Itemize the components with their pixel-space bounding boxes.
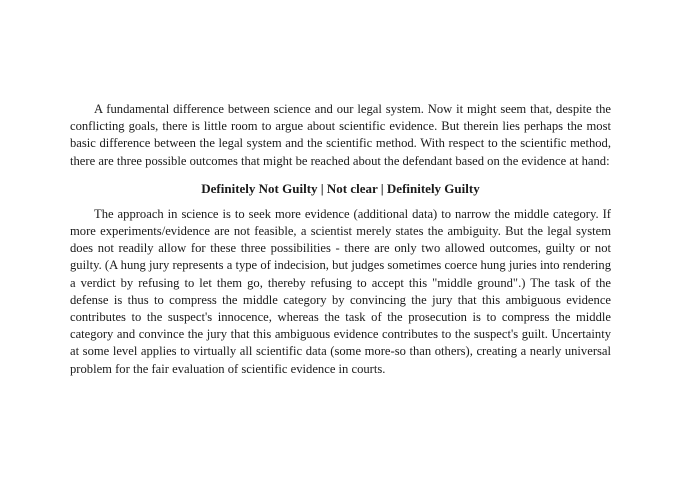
science-approach-paragraph: The approach in science is to seek more evidence (additional data) to narrow the middle category. If more experiments/evidence are not feasible, a scientist merely states the ambiguity. But the legal system does not readily allow for these three possibilities - there are only two allowed outcomes, guilty or not guilty. (A hung jury represents a type of indecision, but judges sometimes coerce hung juries into rendering a verdict by refusing to let them go, thereby refusing to accept this "middle ground".) The task of the defense is thus to compress the middle category by convincing the jury that this ambiguous evidence contributes to the suspect's innocence, whereas the task of the prosecution is to compress the middle category and convince the jury that this ambiguous evidence contributes to the suspect's guilt. Uncertainty at some level applies to virtually all scientific data (some more-so than others), creating a nearly universal problem for the fair evaluation of scientific evidence in courts.: [70, 206, 611, 376]
document-body: [70, 101, 611, 378]
intro-paragraph: A fundamental difference between science and our legal system. Now it might seem that, despite the conflicting goals, there is little room to argue about scientific evidence. But therein lies perhaps the most basic difference between the legal system and the scientific method. With respect to the scientific method, there are three possible outcomes that might be reached about the defendant based on the evidence at hand:: [70, 102, 611, 168]
outcomes-heading: Definitely Not Guilty | Not clear | Definitely Guilty: [201, 180, 480, 196]
